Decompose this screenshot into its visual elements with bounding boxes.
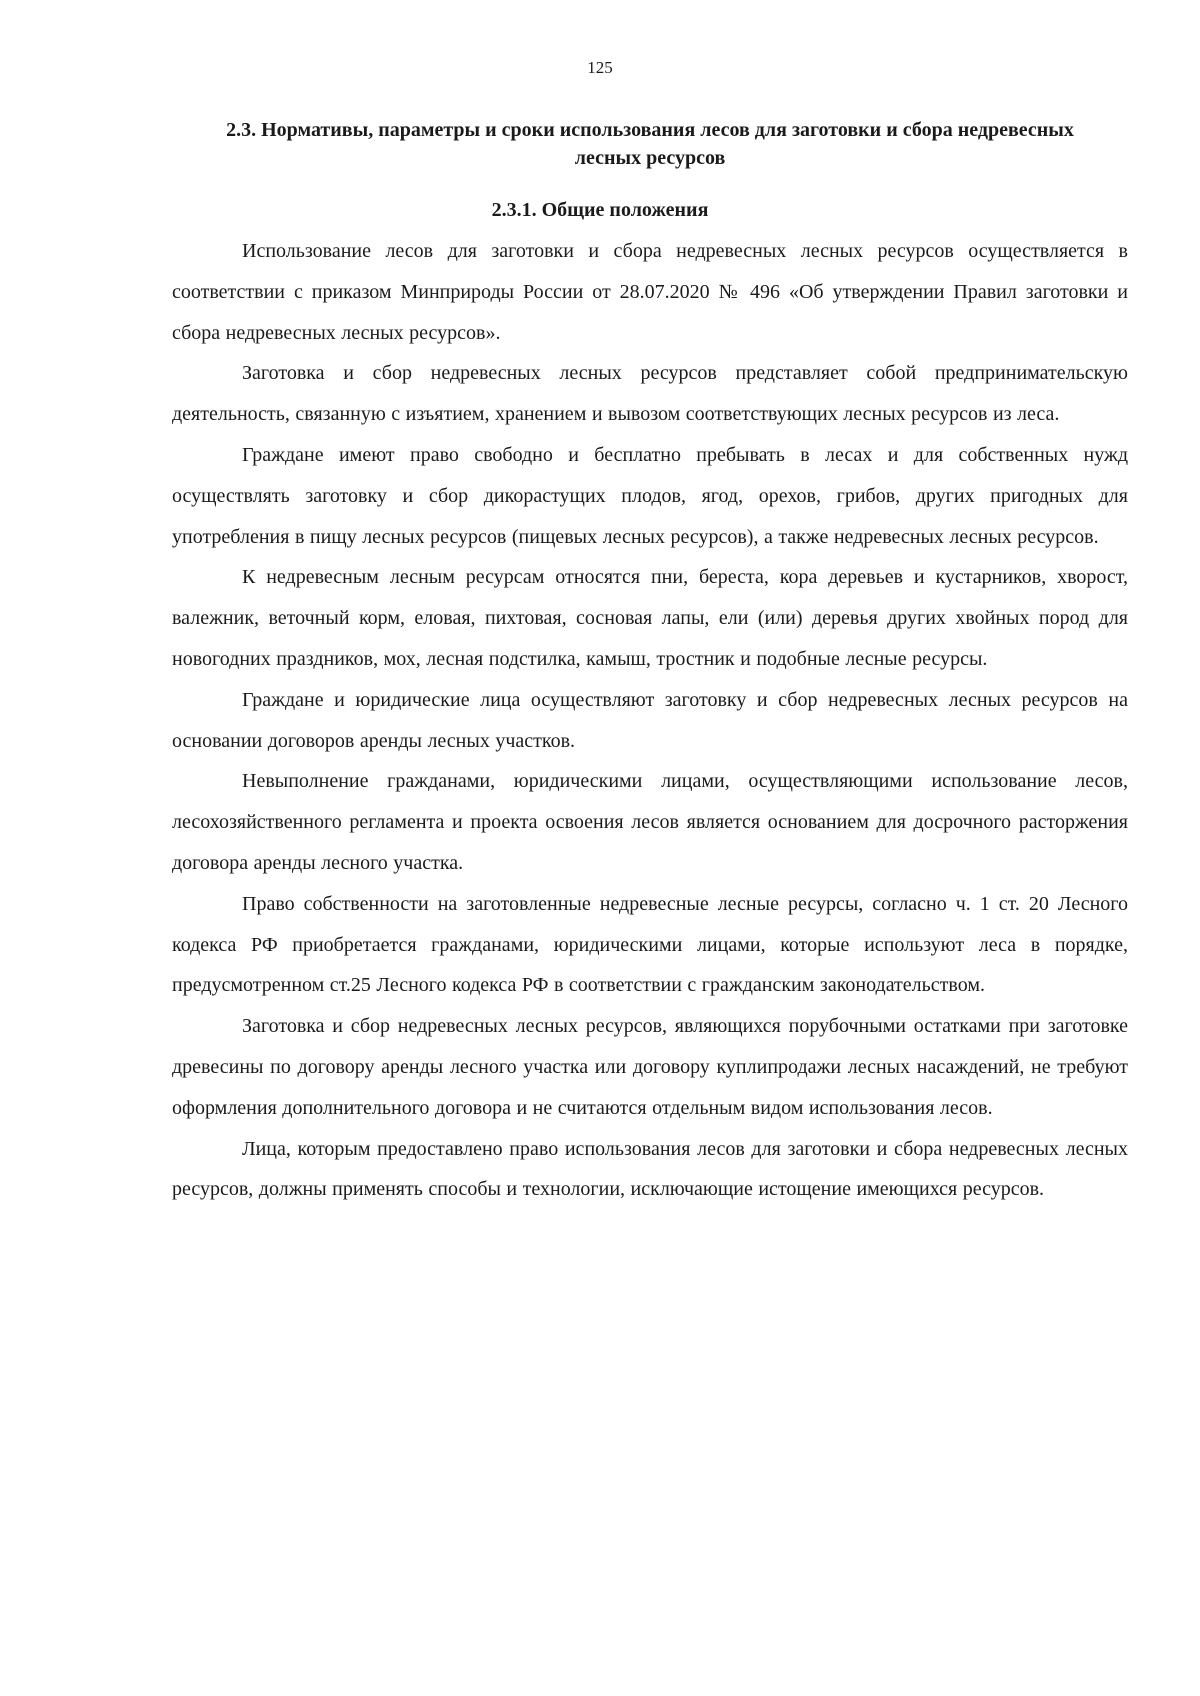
page-number: 125 bbox=[587, 58, 613, 77]
paragraph: Граждане и юридические лица осуществляют заготовку и сбор недревесных лесных ресурсов на основании договоров аренды лесных участков. bbox=[172, 688, 1128, 752]
paragraph: Невыполнение гражданами, юридическими лицами, осуществляющими использование лесов, лесохозяйственного регламента и проекта освоения лесов является основанием для досрочного расторжения договора аренды лесного участка. bbox=[172, 770, 1128, 874]
body-text bbox=[172, 231, 1128, 1210]
paragraph: Лица, которым предоставлено право использования лесов для заготовки и сбора недревесных лесных ресурсов, должны применять способы и технологии, исключающие истощение имеющихся ресурсов. bbox=[172, 1137, 1128, 1201]
paragraph: Заготовка и сбор недревесных лесных ресурсов представляет собой предпринимательскую деятельность, связанную с изъятием, хранением и вывозом соответствующих лесных ресурсов из леса. bbox=[172, 362, 1128, 426]
section-title: 2.3. Нормативы, параметры и сроки использования лесов для заготовки и сбора недревесных лесных ресурсов bbox=[226, 119, 1074, 169]
paragraph: К недревесным лесным ресурсам относятся пни, береста, кора деревьев и кустарников, хворост, валежник, веточный корм, еловая, пихтовая, сосновая лапы, ели (или) деревья других хвойных пород для новогодних праздников, мох, лесная подстилка, камыш, тростник и подобные лесные ресурсы. bbox=[172, 566, 1128, 670]
paragraph: Граждане имеют право свободно и бесплатно пребывать в лесах и для собственных нужд осуществлять заготовку и сбор дикорастущих плодов, ягод, орехов, грибов, других пригодных для употребления в пищу лесных ресурсов (пищевых лесных ресурсов), а также недревесных лесных ресурсов. bbox=[172, 443, 1128, 548]
paragraph: Использование лесов для заготовки и сбора недревесных лесных ресурсов осуществляется в соответствии с приказом Минприроды России от 28.07.2020 № 496 «Об утверждении Правил заготовки и сбора недревесных лесных ресурсов». bbox=[172, 240, 1128, 344]
paragraph: Право собственности на заготовленные недревесные лесные ресурсы, согласно ч. 1 ст. 20 Лесного кодекса РФ приобретается гражданами, юридическими лицами, которые используют леса в порядке, предусмотренном ст.25 Лесного кодекса РФ в соответствии с гражданским законодательством. bbox=[172, 892, 1128, 997]
paragraph: Заготовка и сбор недревесных лесных ресурсов, являющихся порубочными остатками при заготовке древесины по договору аренды лесного участка или договору куплипродажи лесных насаждений, не требуют оформления дополнительного договора и не считаются отдельным видом использования лесов. bbox=[172, 1015, 1128, 1119]
subsection-title: 2.3.1. Общие положения bbox=[491, 199, 709, 221]
